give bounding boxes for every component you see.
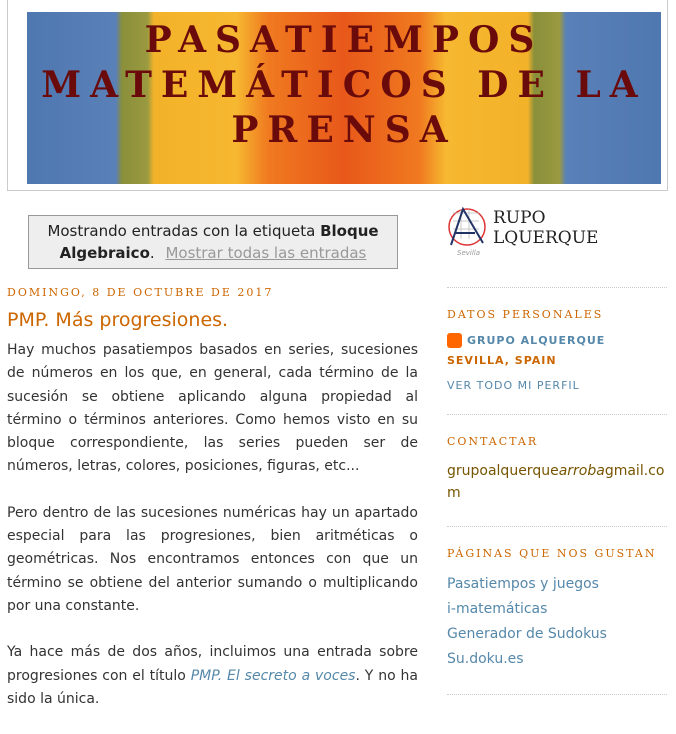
email-part: arroba <box>558 463 605 479</box>
divider <box>447 694 667 695</box>
page-link[interactable]: Generador de Sudokus <box>447 626 607 642</box>
blog-title[interactable] <box>27 18 661 153</box>
divider <box>447 287 667 288</box>
notice-period: . <box>149 244 155 262</box>
page-link[interactable]: Su.doku.es <box>447 651 524 667</box>
profile-name-link[interactable]: GRUPO ALQUERQUE <box>467 334 606 347</box>
title-line: PRENSA <box>231 109 457 151</box>
label-name: Bloque Algebraico <box>59 222 379 262</box>
paragraph <box>7 641 418 711</box>
logo-text: LQUERQUE <box>493 228 599 248</box>
alquerque-logo-icon <box>447 205 491 257</box>
divider <box>447 526 667 527</box>
post-title[interactable]: PMP. Más progresiones. <box>7 309 229 331</box>
view-profile-link[interactable]: VER TODO MI PERFIL <box>447 379 580 392</box>
text: . Y no ha sido la única. <box>7 667 418 707</box>
blogger-icon <box>447 333 462 348</box>
label-notice <box>28 215 398 269</box>
sidebar <box>447 205 667 715</box>
profile-location: SEVILLA, SPAIN <box>447 354 557 367</box>
pages-heading: PÁGINAS QUE NOS GUSTAN <box>447 547 657 560</box>
paragraph: Hay muchos pasatiempos basados en series, sucesiones de números en los que, en general, cada término de la sucesión se obtiene aplicando alguna propiedad al término o términos anteriores. Como hemos visto en su bloque correspondiente, las series pueden ser de números, letras, colores, posiciones, figuras, etc... <box>7 342 418 475</box>
main-column <box>7 215 418 734</box>
paragraph: Pero dentro de las sucesiones numéricas hay un apartado especial para las progresiones, bien aritméticas o geométricas. Nos encontramos entonces con que un término se obtiene del anterior sumando o multiplicando por una constante. <box>7 504 418 614</box>
profile-heading: DATOS PERSONALES <box>447 308 604 321</box>
title-line: MATEMÁTICOS DE LA <box>41 64 647 106</box>
notice-text: Mostrando entradas con la etiqueta <box>47 222 316 240</box>
contact-email <box>447 460 667 504</box>
post-body <box>7 339 418 711</box>
logo-sub: Sevilla <box>457 249 481 257</box>
post-link[interactable]: PMP. El secreto a voces <box>190 667 356 684</box>
divider <box>447 414 667 415</box>
title-line: PASATIEMPOS <box>144 19 544 61</box>
show-all-link[interactable]: Mostrar todas las entradas <box>165 244 367 262</box>
page-link[interactable]: i-matemáticas <box>447 601 548 617</box>
email-part: gmail.com <box>447 463 665 501</box>
logo-text: RUPO <box>493 208 546 228</box>
post-date: DOMINGO, 8 DE OCTUBRE DE 2017 <box>7 286 274 299</box>
contact-heading: CONTACTAR <box>447 435 539 448</box>
profile-name-row <box>447 333 667 348</box>
text: Ya hace más de dos años, incluimos una entrada sobre progresiones con el título <box>7 644 418 684</box>
email-part: grupoalquerque <box>447 463 559 479</box>
page-link[interactable]: Pasatiempos y juegos <box>447 576 599 592</box>
grupo-alquerque-logo[interactable] <box>447 205 667 265</box>
